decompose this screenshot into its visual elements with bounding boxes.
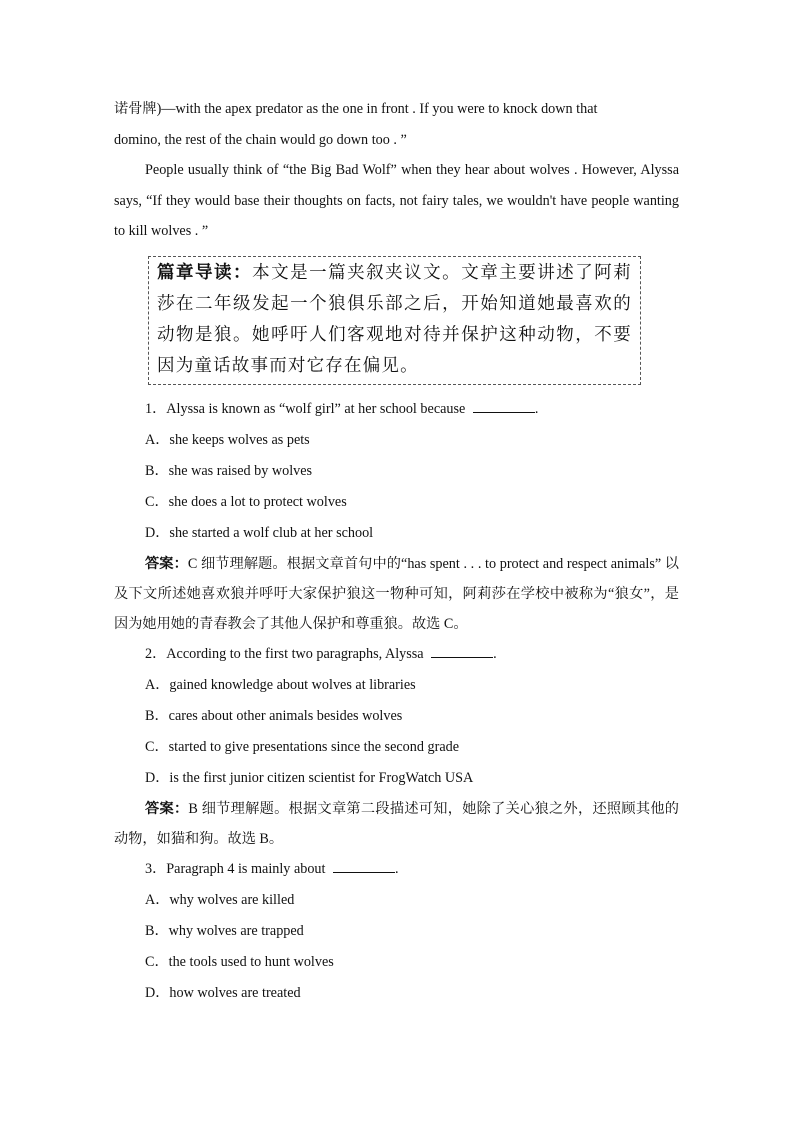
answer-blank — [473, 400, 535, 413]
question-tail: . — [395, 860, 399, 877]
question-text: 3．Paragraph 4 is mainly about — [145, 860, 326, 877]
option-d: D．she started a wolf club at her school — [145, 524, 374, 541]
option-c: C．started to give presentations since the second grade — [145, 738, 460, 755]
question-stem — [114, 394, 679, 425]
question-tail: . — [493, 645, 497, 662]
question-text: 1．Alyssa is known as “wolf girl” at her school because — [145, 400, 466, 417]
question-stem — [114, 639, 679, 670]
option-b: B．cares about other animals besides wolves — [145, 707, 403, 724]
summary-text: 本文是一篇夹叙夹议文。文章主要讲述了阿莉莎在二年级发起一个狼俱乐部之后，开始知道她最喜欢的动物是狼。她呼吁人们客观地对待并保护这种动物，不要因为童话故事而对它存在偏见。 — [157, 262, 632, 376]
chapter-summary-box — [148, 256, 641, 385]
option-b: B．why wolves are trapped — [145, 922, 304, 939]
question-stem — [114, 854, 679, 885]
answer-blank — [431, 645, 493, 658]
chapter-summary — [157, 258, 632, 382]
option-b: B．she was raised by wolves — [145, 462, 313, 479]
passage-paragraph: People usually think of “the Big Bad Wolf” when they hear about wolves . However, Alyssa says, “If they would base their thoughts on facts, not fairy tales, we wouldn't have people wanting to kill wolves . ” — [114, 162, 679, 239]
question-tail: . — [534, 400, 539, 417]
answer-text: B 细节理解题。根据文章第二段描述可知，她除了关心狼之外，还照顾其他的动物，如猫和狗。故选 B。 — [114, 800, 679, 847]
summary-label: 篇章导读： — [157, 262, 253, 283]
answer-blank — [333, 860, 395, 873]
passage-line: domino, the rest of the chain would go down too . ” — [114, 131, 407, 148]
option-a: A．she keeps wolves as pets — [145, 431, 310, 448]
option-c: C．she does a lot to protect wolves — [145, 493, 347, 510]
option-d: D．how wolves are treated — [145, 984, 301, 1001]
answer-label: 答案： — [145, 800, 189, 817]
option-a: A．why wolves are killed — [145, 891, 295, 908]
option-d: D．is the first junior citizen scientist for FrogWatch USA — [145, 769, 474, 786]
answer-label: 答案： — [145, 555, 188, 572]
answer-text: C 细节理解题。根据文章首句中的“has spent . . . to protect and respect animals” 以及下文所述她喜欢狼并呼吁大家保护狼这一物种可知，阿莉莎在学校中被称为“狼女”，是因为她用她的青春教会了其他人保护和尊重狼。故选 C。 — [114, 555, 679, 632]
answer-explanation — [114, 794, 679, 854]
option-c: C．the tools used to hunt wolves — [145, 953, 334, 970]
passage-line: 诺骨牌)—with the apex predator as the one in front . If you were to knock down that — [114, 101, 598, 117]
answer-explanation — [114, 549, 679, 639]
document-page — [114, 94, 679, 1009]
question-text: 2．According to the first two paragraphs, Alyssa — [145, 645, 424, 662]
option-a: A．gained knowledge about wolves at libraries — [145, 676, 416, 693]
